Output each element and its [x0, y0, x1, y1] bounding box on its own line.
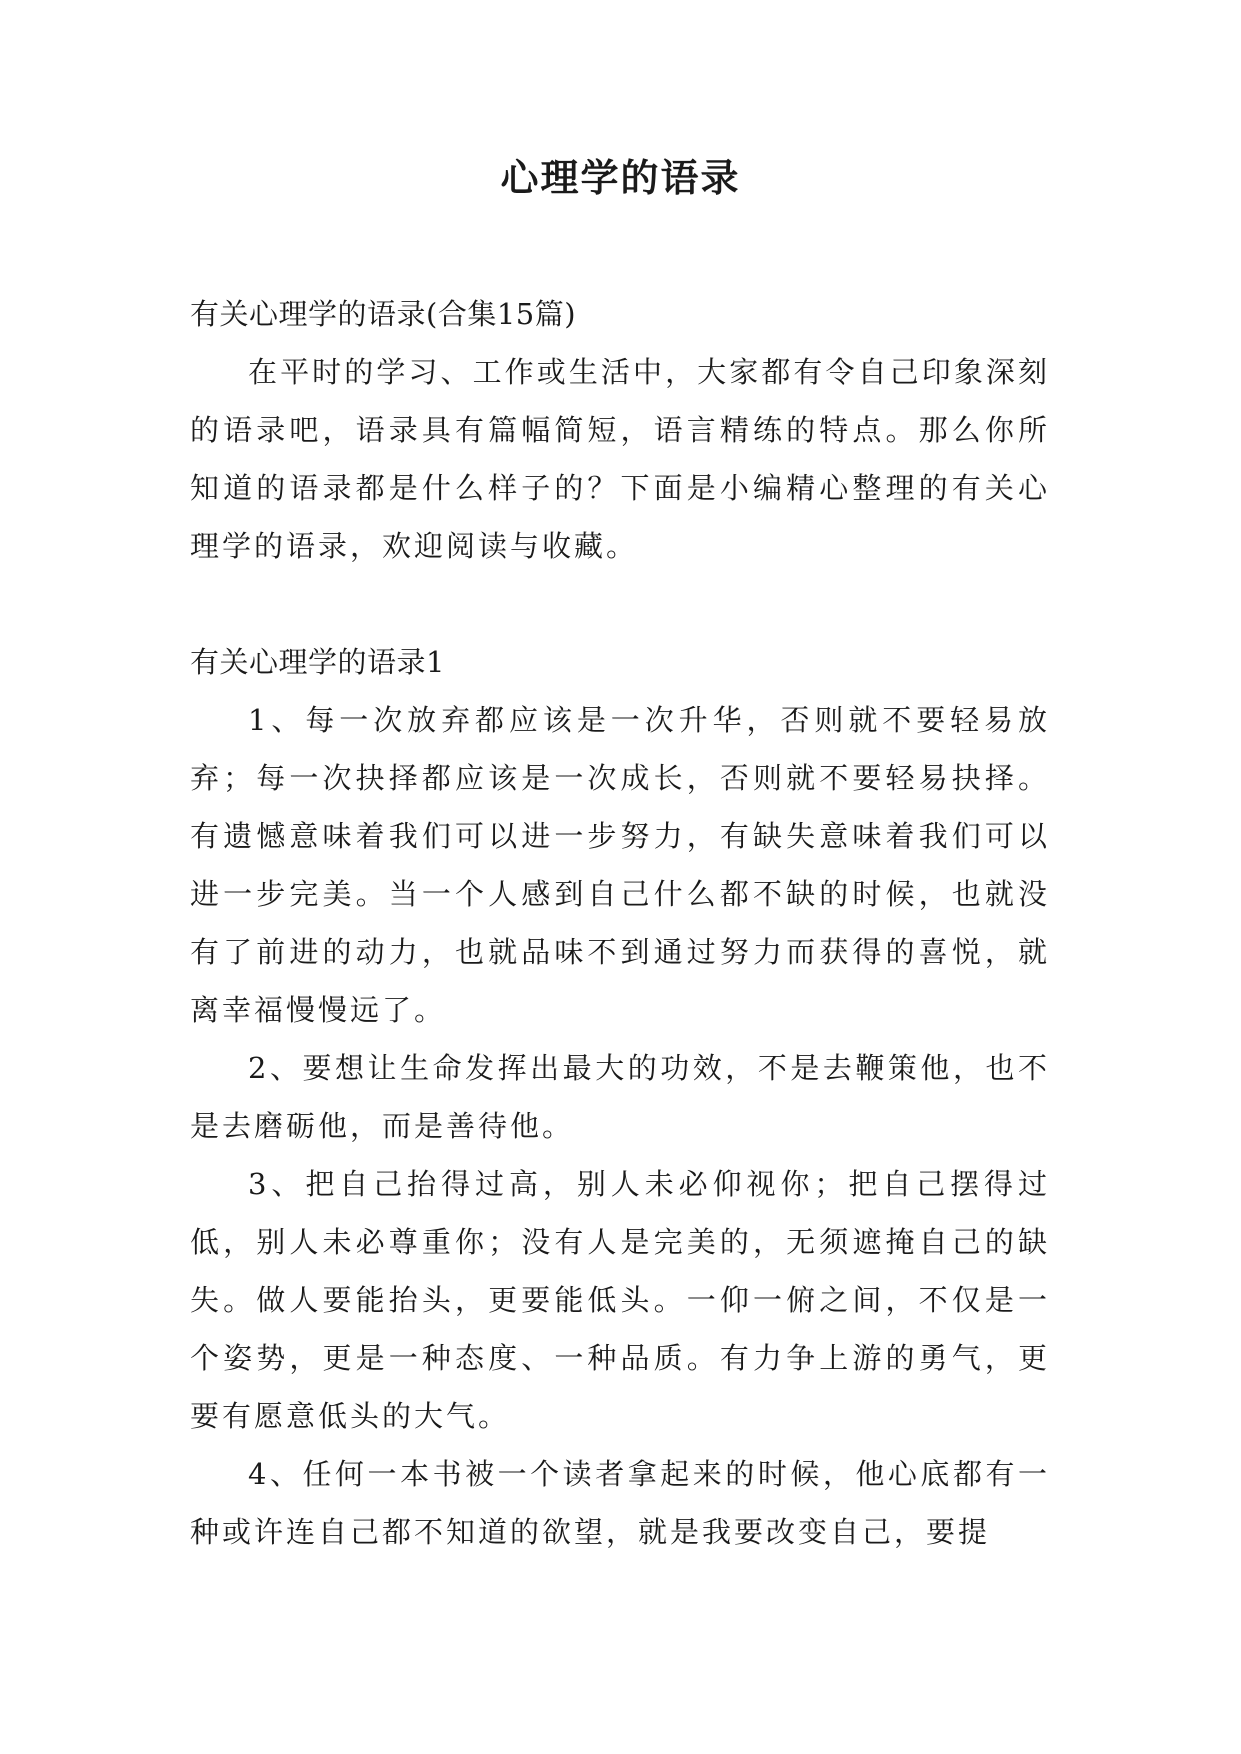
section-heading: 有关心理学的语录1 — [190, 645, 445, 679]
quote-paragraph-1: 1、每一次放弃都应该是一次升华，否则就不要轻易放弃；每一次抉择都应该是一次成长，否则就不要轻易抉择。有遗憾意味着我们可以进一步努力，有缺失意味着我们可以进一步完美。当一个人感到自己什么都不缺的时候，也就没有了前进的动力，也就品味不到通过努力而获得的喜悦，就离幸福慢慢远了。 — [190, 703, 1050, 1027]
quote-paragraph-3: 3、把自己抬得过高，别人未必仰视你；把自己摆得过低，别人未必尊重你；没有人是完美的，无须遮掩自己的缺失。做人要能抬头，更要能低头。一仰一俯之间，不仅是一个姿势，更是一种态度、一种品质。有力争上游的勇气，更要有愿意低头的大气。 — [190, 1167, 1050, 1433]
quote-paragraph-2: 2、要想让生命发挥出最大的功效，不是去鞭策他，也不是去磨砺他，而是善待他。 — [190, 1051, 1050, 1143]
page-title: 心理学的语录 — [500, 155, 741, 200]
document-subtitle: 有关心理学的语录(合集15篇) — [190, 297, 577, 331]
document-body — [190, 285, 1050, 1561]
quote-paragraph-4: 4、任何一本书被一个读者拿起来的时候，他心底都有一种或许连自己都不知道的欲望，就是我要改变自己，要提 — [190, 1457, 1050, 1549]
intro-paragraph: 在平时的学习、工作或生活中，大家都有令自己印象深刻的语录吧，语录具有篇幅简短，语言精练的特点。那么你所知道的语录都是什么样子的？下面是小编精心整理的有关心理学的语录，欢迎阅读与收藏。 — [190, 355, 1050, 563]
